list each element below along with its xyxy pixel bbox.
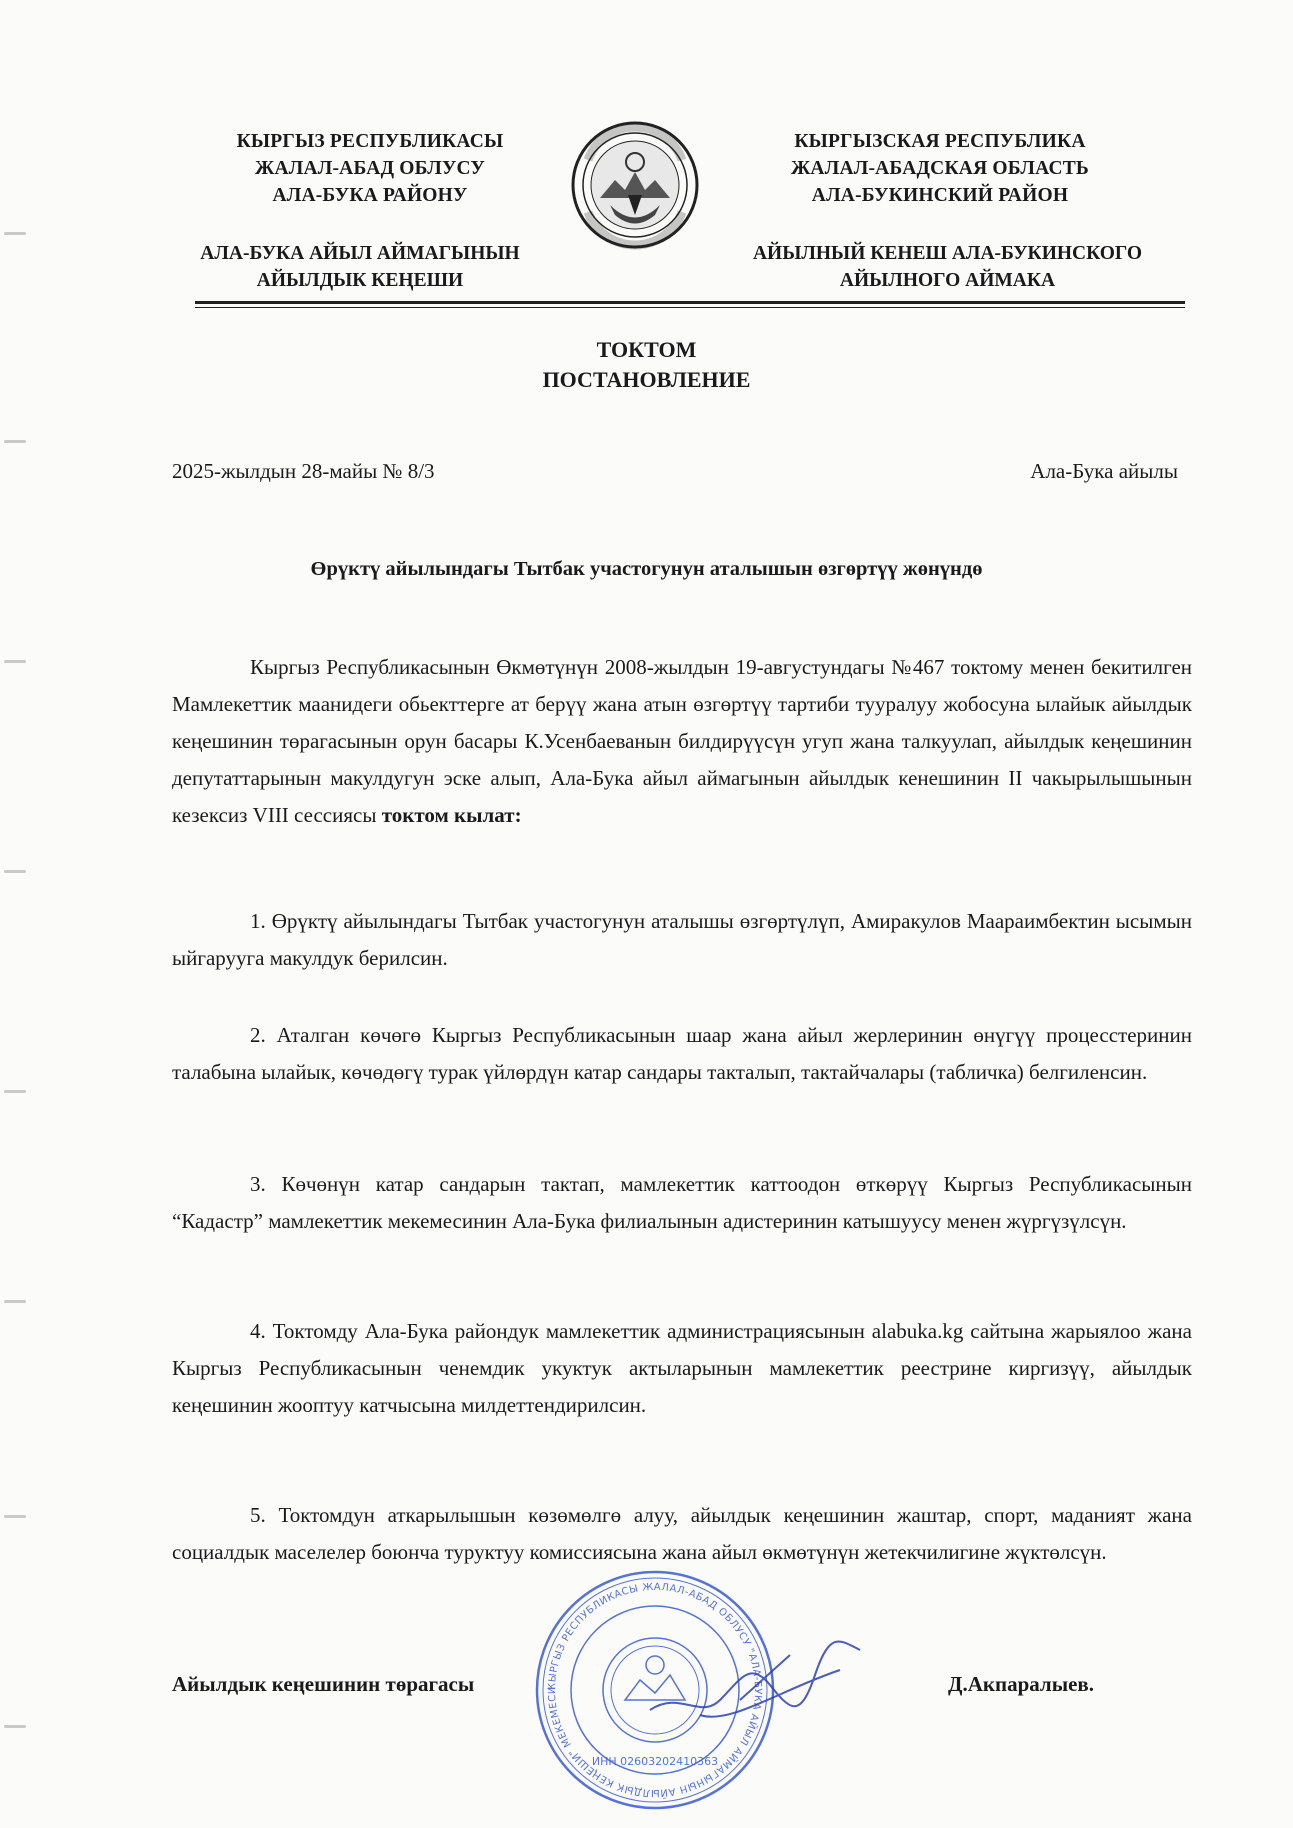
preamble-text: Кыргыз Республикасынын Өкмөтүнүн 2008-жылдын 19-августундагы №467 токтому менен бекитилген Мамлекеттик маанидеги обьекттерге ат берүү жана атын өзгөртүү тартиби тууралуу жобосуна ылайык айылдык кеңешинин төрагасынын орун басары К.Усенбаеванын билдирүүсүн угуп жана талкуулап, айылдык кеңешинин депутаттарынын макулдугун эске алып, Ала-Бука айыл аймагынын айылдык кенешинин II чакырылышынын кезексиз VIII сессиясы: [172, 655, 1192, 827]
title-line: ТОКТОМ: [596, 337, 697, 362]
title-line: ПОСТАНОВЛЕНИЕ: [542, 367, 751, 392]
signatory-title: Айылдык кеңешинин төрагасы: [172, 1672, 475, 1696]
header-left-line: КЫРГЫЗ РЕСПУБЛИКАСЫ: [236, 131, 504, 152]
scan-mark: [4, 1300, 26, 1303]
header-right-org-line: АЙЫЛНЫЙ КЕНЕШ АЛА-БУКИНСКОГО: [752, 243, 1143, 264]
header-right-line: ЖАЛАЛ-АБАДСКАЯ ОБЛАСТЬ: [790, 158, 1090, 179]
scan-mark: [4, 1725, 26, 1728]
header-divider: [195, 301, 1185, 304]
header-right-line: АЛА-БУКИНСКИЙ РАЙОН: [811, 185, 1069, 206]
decision-item: 4. Токтомду Ала-Бука райондук мамлекеттик администрациясынын alabuka.kg сайтына жарыялоо жана Кыргыз Республикасынын ченемдик укуктук актыларынын мамлекеттик реестрине киргизүү, айылдык кеңешинин жооптуу катчысына милдеттендирилсин.: [172, 1319, 1192, 1417]
handwritten-signature-icon: [640, 1630, 870, 1740]
header-left-org-line: АЛА-БУКА АЙЫЛ АЙМАГЫНЫН: [200, 243, 520, 264]
scan-mark: [4, 1090, 26, 1093]
scan-mark: [4, 232, 26, 235]
header-right-org: [715, 240, 1180, 294]
date-number: 2025-жылдын 28-майы № 8/3: [172, 459, 435, 483]
stamp-inn-text: ИНН 02603202410363: [591, 1755, 719, 1768]
preamble-decision: токтом кылат:: [381, 803, 522, 827]
header-left-line: АЛА-БУКА РАЙОНУ: [272, 185, 468, 206]
scan-mark: [4, 440, 26, 443]
document-title: [0, 335, 1293, 395]
header-divider: [195, 307, 1185, 308]
scan-mark: [4, 1515, 26, 1518]
state-emblem-icon: [570, 120, 700, 250]
decision-item: 5. Токтомдун аткарылышын көзөмөлгө алуу, айылдык кеңешинин жаштар, спорт, маданият жана социалдык маселелер боюнча туруктуу комиссиясына жана айыл өкмөтүнүн жетекчилигине жүктөлсүн.: [172, 1503, 1192, 1564]
decision-item: 1. Өрүктү айылындагы Тытбак участогунун аталышы өзгөртүлүп, Амиракулов Маараимбектин ысымын ыйгарууга макулдук берилсин.: [172, 909, 1192, 970]
preamble-paragraph: [172, 649, 1192, 834]
header-right: [760, 128, 1120, 209]
stamp-outer-text: КЫРГЫЗ РЕСПУБЛИКАСЫ ЖАЛАЛ-АБАД ОБЛУСУ "АЛА-БУКА АЙЫЛ АЙМАГЫНЫН АЙЫЛДЫК КЕҢЕШИ" МЕКЕМЕСИ: [546, 1581, 764, 1799]
header-right-org-line: АЙЫЛНОГО АЙМАКА: [839, 270, 1056, 291]
decision-item: 2. Аталган көчөгө Кыргыз Республикасынын шаар жана айыл жерлеринин өнүгүү процесстеринин талабына ылайык, көчөдөгү турак үйлөрдүн катар сандары такталып, тактайчалары (табличка) белгиленсин.: [172, 1023, 1192, 1084]
place: Ала-Бука айылы: [1030, 459, 1178, 483]
signatory-name: Д.Акпаралыев.: [948, 1672, 1095, 1696]
scan-mark: [4, 660, 26, 663]
subject-heading: Өрүктү айылындагы Тытбак участогунун аталышын өзгөртүү жөнүндө: [310, 558, 983, 580]
header-left-org: [160, 240, 560, 294]
header-right-line: КЫРГЫЗСКАЯ РЕСПУБЛИКА: [794, 131, 1086, 152]
scan-mark: [4, 870, 26, 873]
header-left-line: ЖАЛАЛ-АБАД ОБЛУСУ: [254, 158, 486, 179]
header-left-org-line: АЙЫЛДЫК КЕҢЕШИ: [256, 270, 464, 291]
header-left: [200, 128, 540, 209]
decision-item: 3. Көчөнүн катар сандарын тактап, мамлекеттик каттоодон өткөрүү Кыргыз Республикасынын “Кадастр” мамлекеттик мекемесинин Ала-Бука филиалынын адистеринин катышуусу менен жүргүзүлсүн.: [172, 1172, 1192, 1233]
